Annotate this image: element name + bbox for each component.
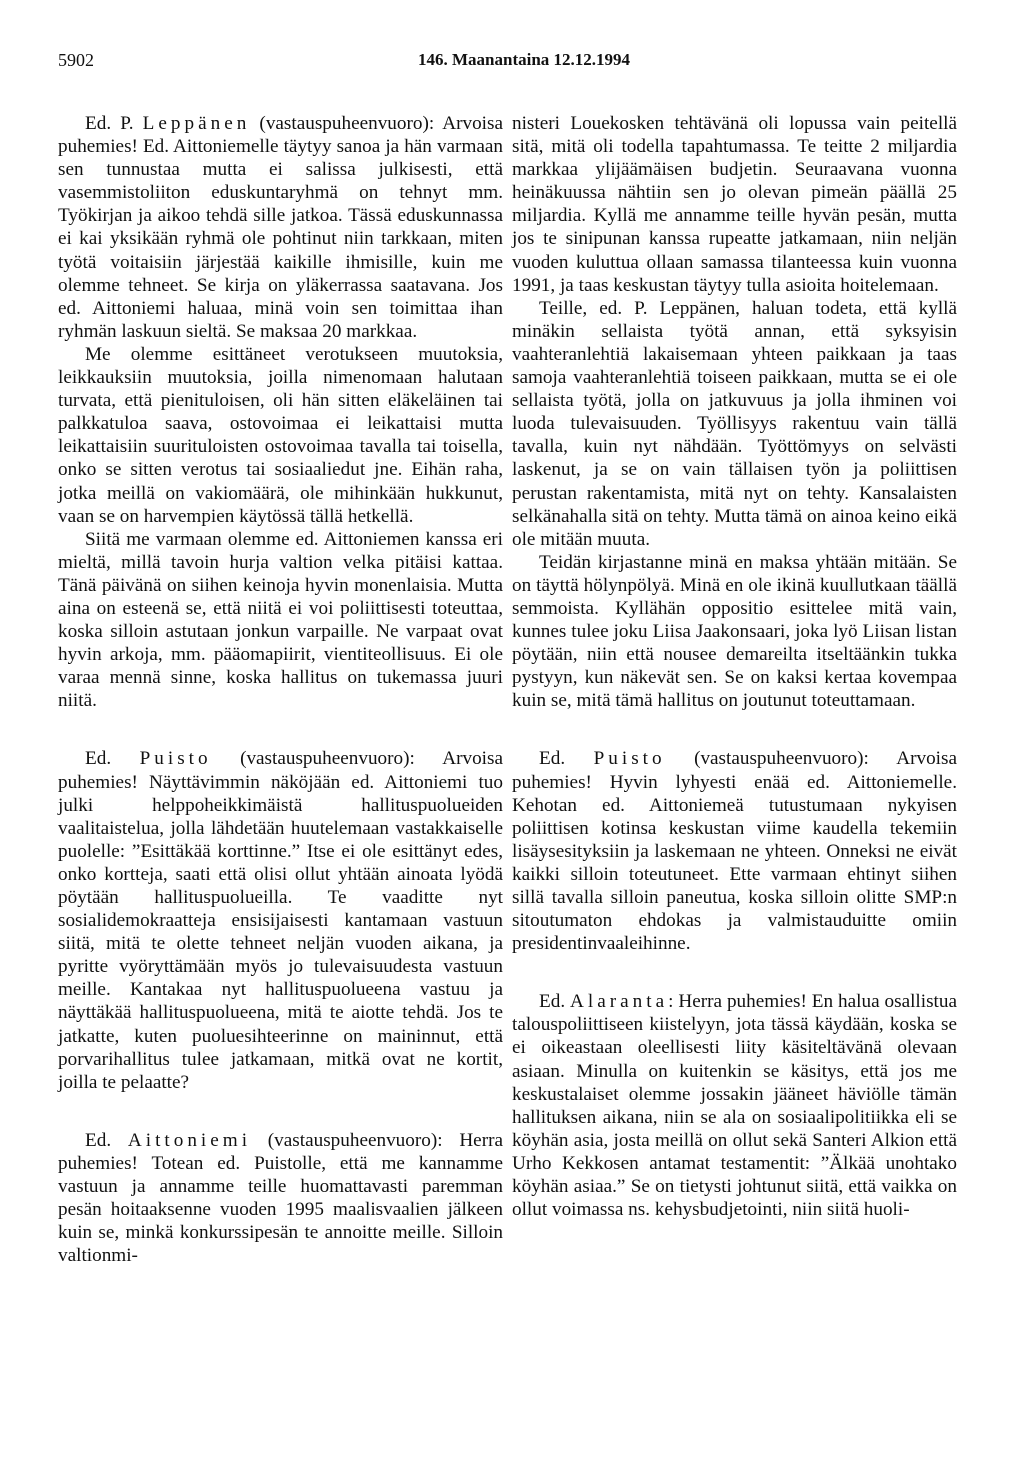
speaker-prefix: Ed. P. xyxy=(85,113,143,134)
speaker-name: Alaranta xyxy=(570,991,669,1013)
speech-aittoniemi xyxy=(58,1129,503,1268)
paragraph: Me olemme esittäneet verotukseen muutoksia, leikkauksiin muutoksia, joilla nimenomaan halutaan turvata, että pienituloisen, oli hän sitten eläkeläinen tai palkkatuloa saava, ostovoimaa ei leikattaisi mutta leikattaisiin suurituloisten ostovoimaa tavalla tai toisella, onko se sitten verotus tai sosiaaliedut jne. Eihän raha, jotka meillä on vakiomäärä, ole mihinkään hukkunut, vaan se on harvempien käytössä tällä hetkellä. xyxy=(58,343,503,527)
speech-leppanen xyxy=(58,112,503,343)
speaker-name: Puisto xyxy=(139,748,212,770)
speech-puisto xyxy=(58,747,503,1093)
speech-text: (vastauspuheenvuoro): Arvoisa puhemies! Ed. Aittoniemelle täytyy sanoa ja hän varmaan sen tunnustaa mutta ei salissa julkisesti, että vasemmistoliiton eduskuntaryhmä on tehnyt mm. Työkirjan ja aikoo tehdä sille jatkoa. Tässä eduskunnassa ei kai yksikään ryhmä ole pohtinut niin tarkkaan, miten työtä voitaisiin järjestää kaikille ihmisille, kuin me olemme tehneet. Se kirja on yläkerrassa saatavana. Jos ed. Aittoniemi haluaa, minä voin sen toimittaa ihan ryhmän laskuun sieltä. Se maksaa 20 markkaa. xyxy=(58,113,503,342)
paragraph: Teille, ed. P. Leppänen, haluan todeta, että kyllä minäkin sellaista työtä annan, että syksyisin vaahteranlehtiä lakaisemaan yhteen paikkaan ja taas samoja vaahteranlehtiä toiseen paikkaan, mutta se ei ole sellaista työtä, jolla on jatkuvuus ja jolla ihminen voi luoda tulevaisuuden. Työllisyys rakentuu vain tällä tavalla, kuin nyt nähdään. Työttömyys on selvästi laskenut, ja se on vain tällaisen työn ja poliittisen perustan rakentamista, mitä nyt on tehty. Kansalaisten selkänahalla sitä on tehty. Mutta tämä on ainoa keino eikä ole mitään muuta. xyxy=(512,297,957,550)
speaker-name: Aittoniemi xyxy=(127,1129,252,1151)
speech-alaranta xyxy=(512,990,957,1221)
page-number: 5902 xyxy=(58,50,94,70)
speech-text: (vastauspuheenvuoro): Arvoisa puhemies! Näyttävimmin näköjään ed. Aittoniemi tuo julki helppoheikkimäistä hallituspuolueiden vaalitaistelua, jolla lähdetään huutelemaan vastakkaiselle puolelle: ”Esittäkää korttinne.” Itse ei ole esittänyt edes, onko kortteja, saati että olisi ollut yhtään ainoata lyödä pöytään hallituspuolueilla. Te vaaditte nyt sosialidemokraatteja ensisijaisesti kantamaan vastuun siitä, mitä te olette tehneet neljän vuoden aikana, ja pyritte vyöryttämään myös jo tulevaisuudesta vastuun meille. Kantakaa nyt hallituspuolueena vastuu ja näyttäkää hallituspuolueena, mitä te aiotte tehdä. Jos te jatkatte, kuten puoluesihteerinne on maininnut, että porvarihallitus tulee jatkamaan, mitkä ovat ne kortit, joilla te pelaatte? xyxy=(58,748,503,1093)
paragraph: Teidän kirjastanne minä en maksa yhtään mitään. Se on täyttä hölynpölyä. Minä en ole ikinä kuullutkaan täällä semmoista. Kyllähän oppositio esittelee mitä vain, kunnes tulee joku Liisa Jaakonsaari, joka lyö Liisan listan pöytään, niin että nousee demareilta itseltäänkin tukka pystyyn, kun näkevät sen. Se on kaksi kertaa kovempaa kuin se, mitä tämä hallitus on joutunut toteuttamaan. xyxy=(512,551,957,712)
speech-text: : Herra puhemies! En halua osallistua talouspoliittiseen kiistelyyn, jota tässä käydään, koska se ei oikeastaan oleellisesti liity käsiteltävänä olevaan asiaan. Minulla on kuitenkin se käsitys, että jos me keskustalaiset olemme jossakin jääneet häviölle tämän hallituksen aikana, niin se ala on sosiaalipolitiikka eli se köyhän asia, josta meillä on ollut sekä Santeri Alkion että Urho Kekkosen antamat testamentit: ”Älkää unohtako köyhän asiaa.” Se on tietysti johtunut siitä, että vaikka on ollut voimassa ns. kehysbudjetointi, niin siitä huoli- xyxy=(512,991,957,1221)
speaker-prefix: Ed. xyxy=(85,1129,128,1151)
speech-puisto-2 xyxy=(512,747,957,955)
speaker-name: Leppänen xyxy=(142,113,251,134)
speaker-prefix: Ed. xyxy=(539,991,571,1013)
speech-text: (vastauspuheenvuoro): Arvoisa puhemies! Hyvin lyhyesti enää ed. Aittoniemelle. Kehotan ed. Aittoniemeä tutustumaan nykyisen poliittisen kotinsa keskustan viime kaudella tekemiin lisäysesityksiin ja laskemaan ne yhteen. Onneksi ne eivät kaikki silloin toteutuneet. Ette varmaan ehtinyt siihen sillä tavalla silloin paneutua, koska silloin olitte SMP:n sitoutumaton ehdokas ja valmistauduitte omiin presidentinvaaleihinne. xyxy=(512,748,957,955)
speaker-name: Puisto xyxy=(593,748,666,770)
page-header xyxy=(58,50,964,76)
speaker-prefix: Ed. xyxy=(85,748,140,770)
left-column xyxy=(58,112,503,1267)
speech-text: (vastauspuheenvuoro): Herra puhemies! Totean ed. Puistolle, että me kannamme vastuun ja annamme teille huomattavasti paremman pesän hoitaaksenne vuoden 1995 maalisvaalien jälkeen kuin se, minkä konkurssipesän te annoitte meille. Silloin valtionmi- xyxy=(58,1129,503,1267)
speaker-prefix: Ed. xyxy=(539,748,594,770)
paragraph: Siitä me varmaan olemme ed. Aittoniemen kanssa eri mieltä, millä tavoin hurja valtion velka pitäisi kattaa. Tänä päivänä on siihen keinoja hyvin monenlaisia. Mutta aina on esteenä se, että niitä ei voi poliittisesti toteuttaa, koska silloin astutaan jonkun varpaille. Ne varpaat ovat hyvin arkoja, mm. pääomapiirit, vientiteollisuus. Ei ole varaa mennä sinne, koska hallitus on tukemassa juuri niitä. xyxy=(58,528,503,712)
right-column xyxy=(512,112,957,1221)
session-date: 146. Maanantaina 12.12.1994 xyxy=(418,50,631,69)
paragraph-continued: nisteri Louekosken tehtävänä oli lopussa vain peitellä sitä, mitä oli todella tapahtumassa. Te teitte 2 miljardia markkaa ylijäämäisen budjetin. Seuraavana vuonna heinäkuussa nähtiin sen jo olevan pimeän päällä 25 miljardia. Kyllä me annamme teille hyvän pesän, mutta jos te sinipunan kanssa rupeatte jatkamaan, niin neljän vuoden kuluttua ollaan samassa tilanteessa kuin vuonna 1991, ja taas keskustan täytyy tulla asioita hoitelemaan. xyxy=(512,113,957,296)
